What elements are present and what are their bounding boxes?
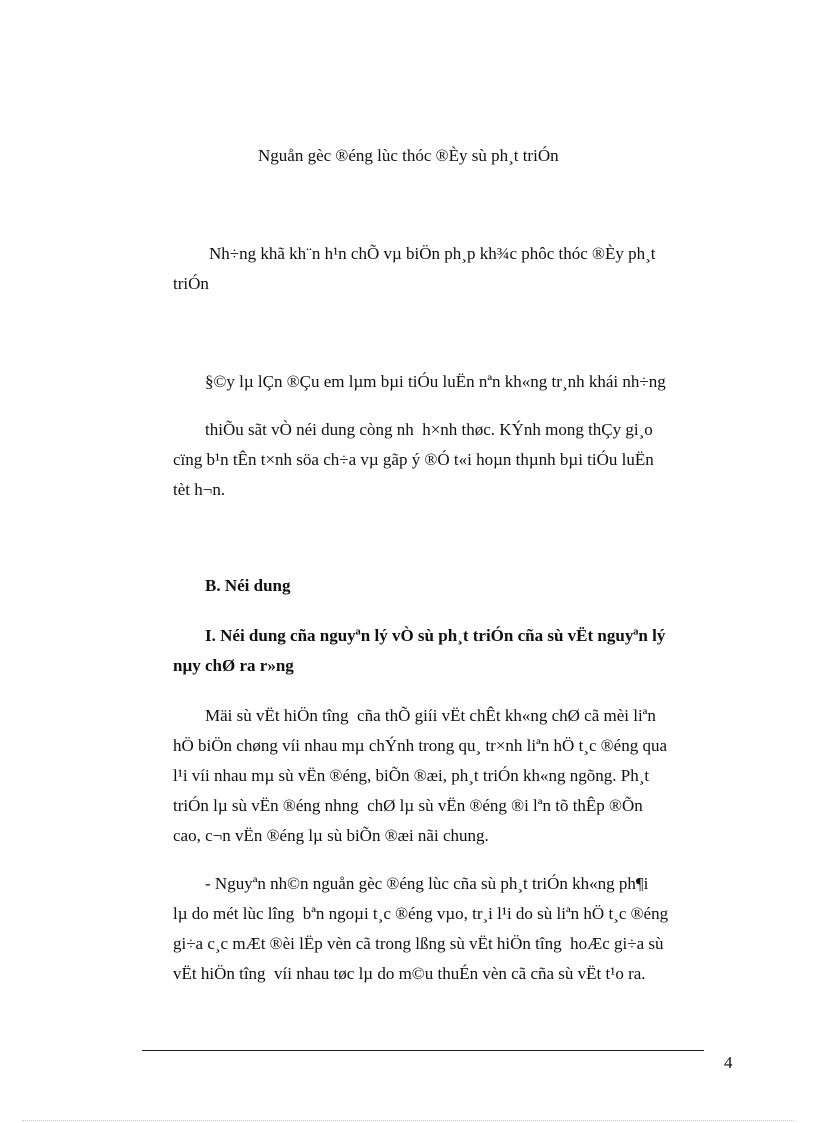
subsection-heading-line-2: nµy chØ ra r»ng [173,656,294,675]
intro-line-2: thiÕu sãt vÒ néi dung còng nh h×nh thøc. KÝnh mong thÇy gi¸o [205,420,653,439]
subsection-heading-line-1: I. Néi dung cña nguyªn lý vÒ sù ph¸t triÓn cña sù vËt nguyªn lý [205,626,666,645]
paragraph1-line-1: Mäi sù vËt hiÖn tîng cña thÕ giíi vËt chÊt kh«ng chØ cã mèi liªn [205,706,656,725]
paragraph1-line-3: l¹i víi nhau mµ sù vËn ®éng, biÕn ®æi, ph¸t triÓn kh«ng ngõng. Ph¸t [173,766,650,785]
paragraph2-line-4: vËt hiÖn tîng víi nhau tøc lµ do m©u thuÉn vèn cã cña sù vËt t¹o ra. [173,964,646,983]
subtitle-line-2: triÓn [173,274,209,293]
page-bottom-border [22,1120,794,1121]
paragraph2-line-3: gi÷a c¸c mÆt ®èi lËp vèn cã trong lßng sù vËt hiÖn tîng hoÆc gi÷a sù [173,934,664,953]
intro-line-4: tèt h¬n. [173,480,226,499]
section-heading: B. Néi dung [205,576,291,595]
paragraph1-line-4: triÓn lµ sù vËn ®éng nhng chØ lµ sù vËn ®éng ®i lªn tõ thÊp ®Õn [173,796,643,815]
paragraph2-line-1: - Nguyªn nh©n nguån gèc ®éng lùc cña sù ph¸t triÓn kh«ng ph¶i [205,874,649,893]
paragraph1-line-2: hÖ biÖn chøng víi nhau mµ chÝnh trong qu¸ tr×nh liªn hÖ t¸c ®éng qua [173,736,668,755]
subtitle-line-1: Nh÷ng khã kh¨n h¹n chÕ vµ biÖn ph¸p kh¾c phôc thóc ®Èy ph¸t [209,244,656,263]
footer-rule [142,1050,704,1051]
page-number: 4 [724,1053,733,1072]
intro-line-3: cïng b¹n tÊn t×nh söa ch÷a vµ gãp ý ®Ó t«i hoµn thµnh bµi tiÓu luËn [173,450,654,469]
document-title: Nguån gèc ®éng lùc thóc ®Èy sù ph¸t triÓn [258,146,559,165]
paragraph2-line-2: lµ do mét lùc lîng bªn ngoµi t¸c ®éng vµo, tr¸i l¹i do sù liªn hÖ t¸c ®éng [173,904,669,923]
intro-line-1: §©y lµ lÇn ®Çu em lµm bµi tiÓu luËn nªn kh«ng tr¸nh khái nh÷ng [205,372,666,391]
paragraph1-line-5: cao, c¬n vËn ®éng lµ sù biÕn ®æi nãi chung. [173,826,489,845]
